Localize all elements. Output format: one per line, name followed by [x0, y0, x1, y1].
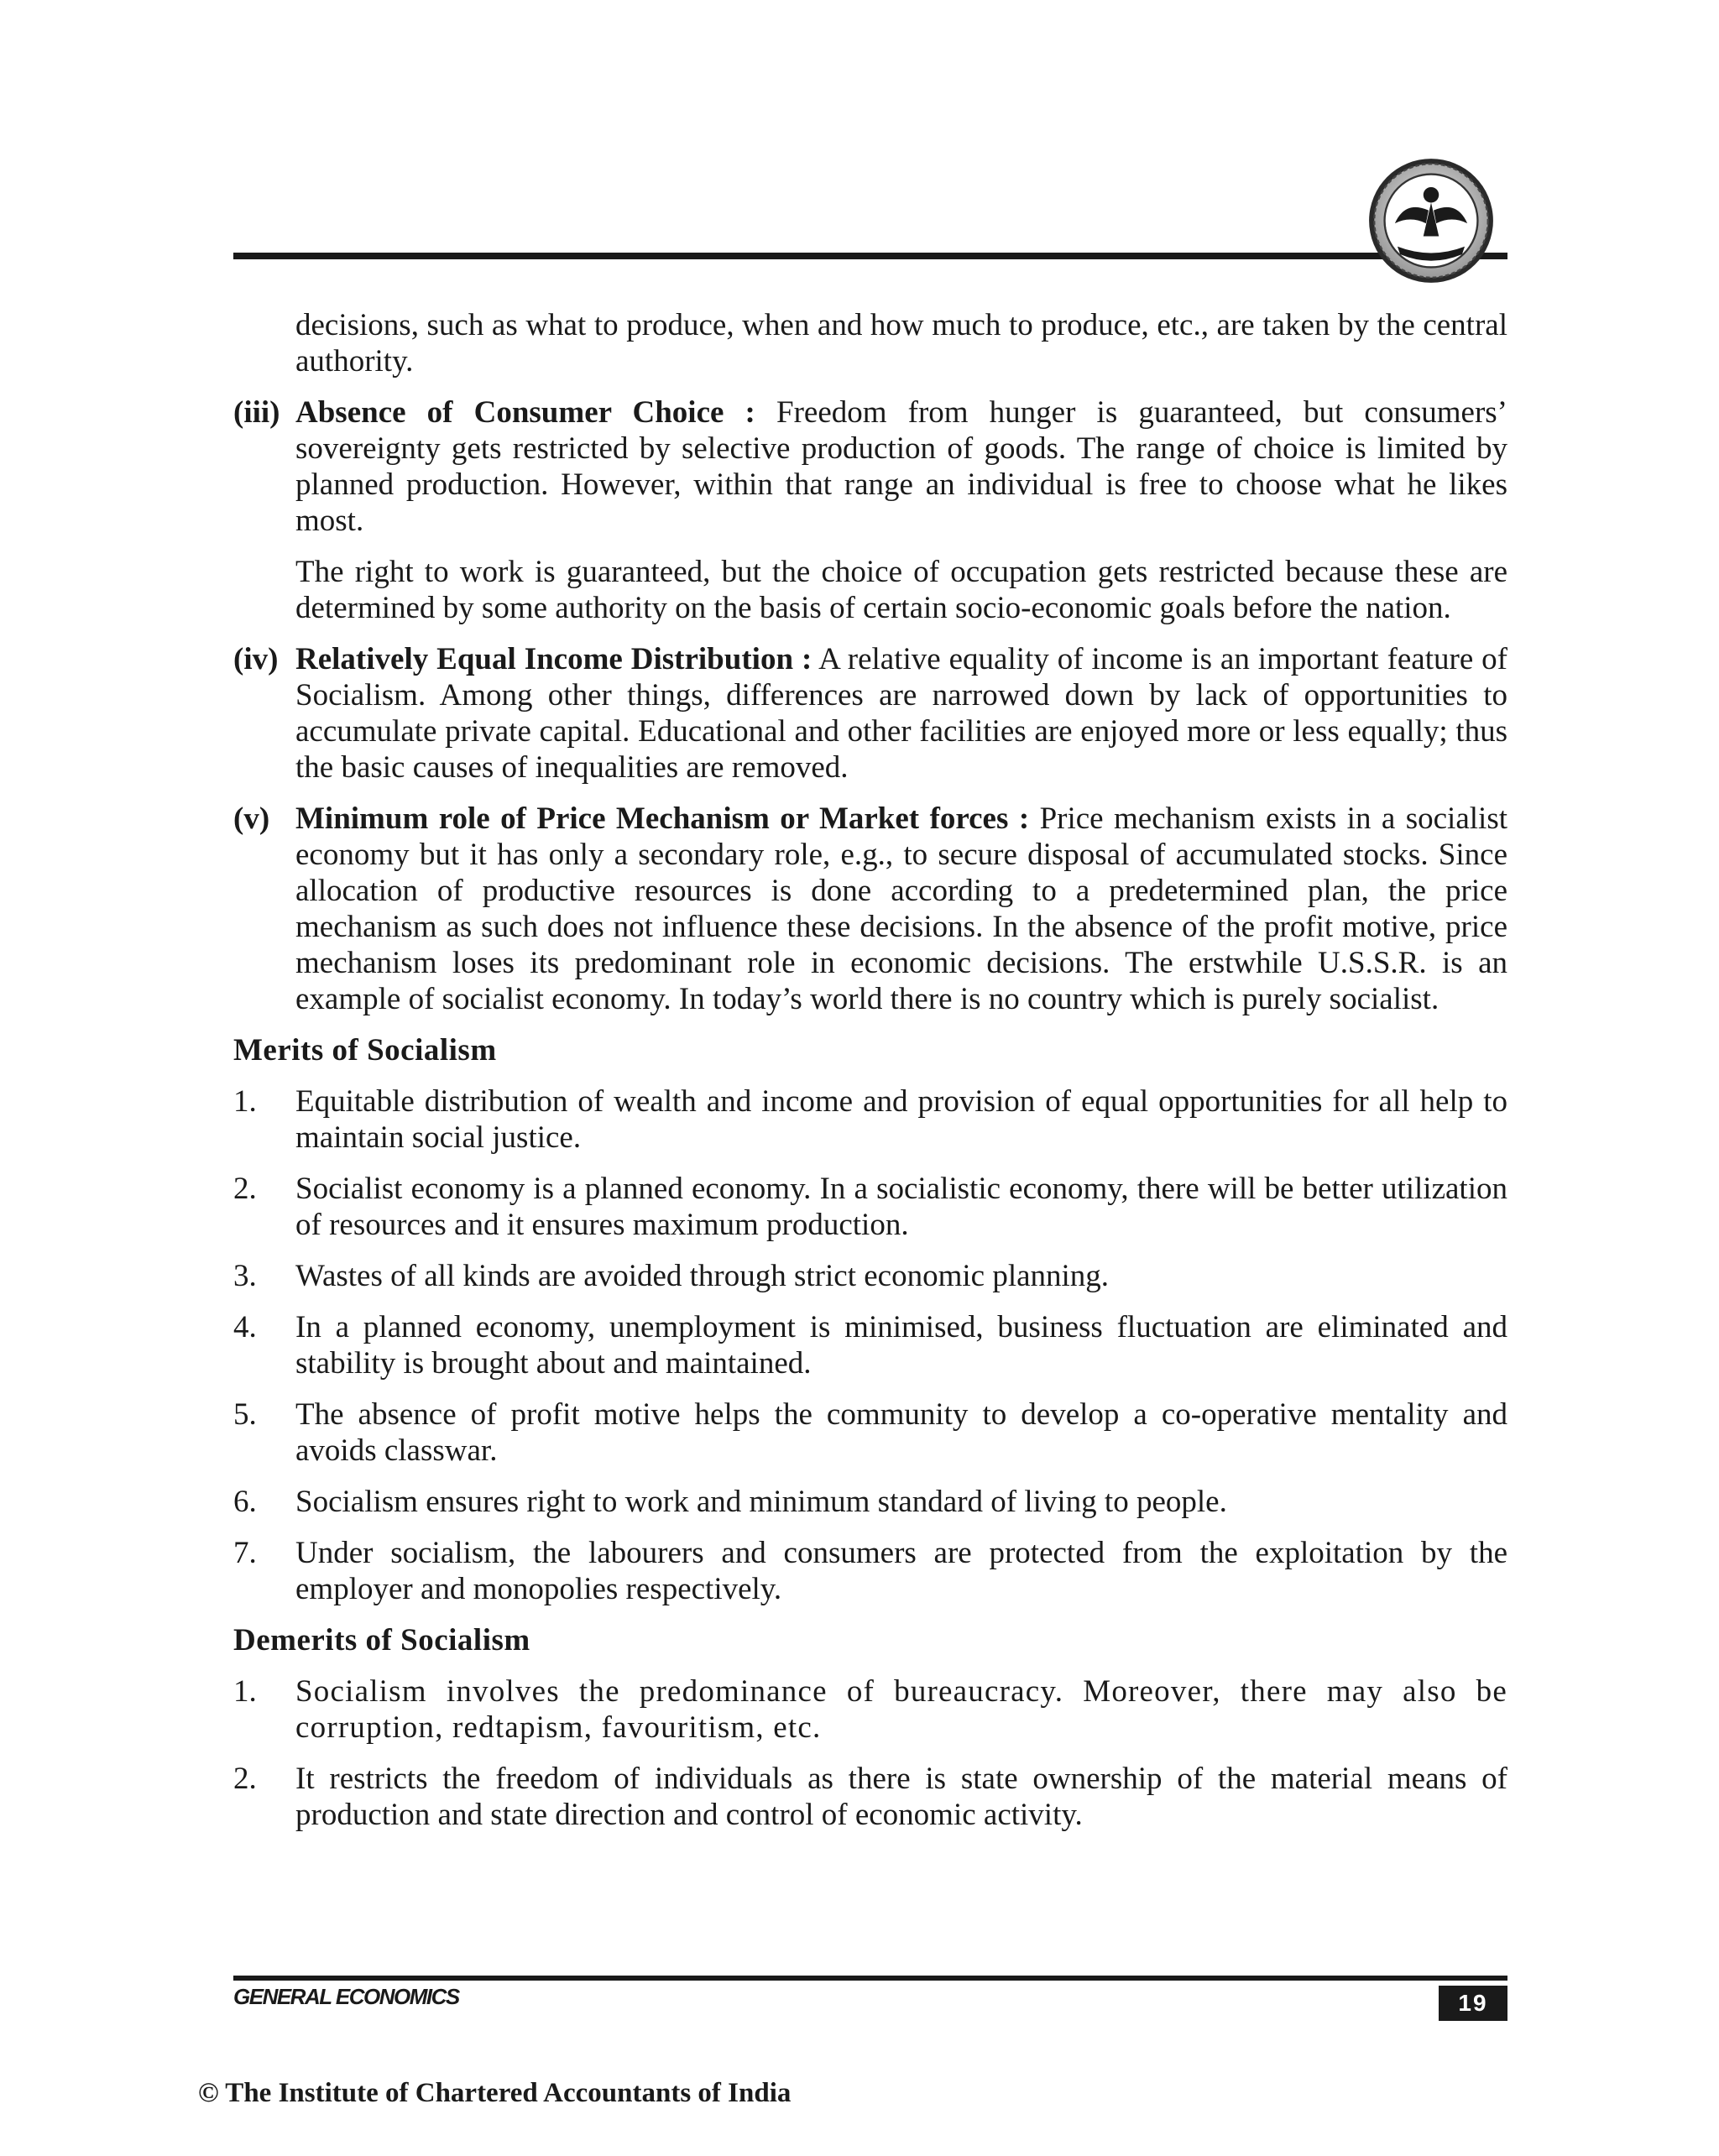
- merit-item: [233, 1535, 1507, 1607]
- merit-number: 1.: [233, 1084, 257, 1119]
- feature-item: [233, 641, 1507, 786]
- merit-number: 6.: [233, 1485, 257, 1519]
- feature-extra-paragraph: The right to work is guaranteed, but the choice of occupation gets restricted because these are determined by some authority on the basis of certain socio-economic goals before the nation.: [295, 555, 1507, 625]
- merit-item: [233, 1396, 1507, 1469]
- feature-heading: Absence of Consumer Choice :: [295, 395, 755, 430]
- merit-text: Wastes of all kinds are avoided through strict economic planning.: [295, 1259, 1110, 1293]
- merit-number: 2.: [233, 1172, 257, 1206]
- feature-text: Absence of Consumer Choice : Freedom from hunger is guaranteed, but consumers’ sovereignty gets restricted by selective production of goods. The range of choice is limited by planned production. However, within that range an individual is free to choose what he likes most.: [295, 395, 1507, 538]
- book-title: GENERAL ECONOMICS: [233, 1984, 459, 2009]
- merit-text: The absence of profit motive helps the community to develop a co-operative mentality and avoids classwar.: [295, 1397, 1507, 1468]
- copyright-notice: © The Institute of Chartered Accountants of India: [198, 2078, 792, 2108]
- feature-heading: Minimum role of Price Mechanism or Market forces :: [295, 801, 1030, 836]
- demerit-number: 2.: [233, 1762, 257, 1796]
- feature-marker: (iii): [233, 395, 280, 430]
- feature-text: Minimum role of Price Mechanism or Market forces : Price mechanism exists in a socialist economy but it has only a secondary role, e.g., to secure disposal of accumulated stocks. Since allocation of productive resources is done according to a predetermined plan, the price mechanism as such does not influence these decisions. In the absence of the profit motive, price mechanism loses its predominant role in economic decisions. The erstwhile U.S.S.R. is an example of socialist economy. In today’s world there is no country which is purely socialist.: [295, 801, 1507, 1016]
- demerit-number: 1.: [233, 1674, 257, 1709]
- merit-number: 3.: [233, 1259, 257, 1293]
- merit-number: 4.: [233, 1310, 257, 1344]
- merit-number: 5.: [233, 1397, 257, 1432]
- page-number: 19: [1439, 1986, 1507, 2021]
- merit-number: 7.: [233, 1536, 257, 1570]
- page-content: [233, 307, 1507, 1848]
- feature-marker: (iv): [233, 642, 279, 676]
- institute-emblem-icon: [1366, 156, 1496, 285]
- demerits-heading: Demerits of Socialism: [233, 1623, 530, 1657]
- footer-rule: [233, 1976, 1507, 1981]
- demerit-item: [233, 1761, 1507, 1833]
- merit-item: [233, 1171, 1507, 1243]
- demerit-item: [233, 1673, 1507, 1746]
- feature-text: Relatively Equal Income Distribution : A relative equality of income is an important feature of Socialism. Among other things, differences are narrowed down by lack of opportunities to accumulate private capital. Educational and other facilities are enjoyed more or less equally; thus the basic causes of inequalities are removed.: [295, 642, 1508, 785]
- feature-item: [233, 801, 1507, 1017]
- feature-heading: Relatively Equal Income Distribution :: [295, 642, 812, 676]
- demerit-text: Socialism involves the predominance of bureaucracy. Moreover, there may also be corruption, redtapism, favouritism, etc.: [295, 1674, 1507, 1745]
- merit-item: [233, 1083, 1507, 1156]
- merit-text: In a planned economy, unemployment is minimised, business fluctuation are eliminated and stability is brought about and maintained.: [295, 1310, 1507, 1381]
- feature-marker: (v): [233, 801, 270, 836]
- continuation-paragraph: decisions, such as what to produce, when and how much to produce, etc., are taken by the central authority.: [295, 308, 1507, 378]
- feature-item: [233, 394, 1507, 626]
- merit-item: [233, 1309, 1507, 1381]
- merit-item: [233, 1484, 1507, 1520]
- merit-text: Socialist economy is a planned economy. In a socialistic economy, there will be better utilization of resources and it ensures maximum production.: [295, 1172, 1507, 1242]
- merits-heading: Merits of Socialism: [233, 1033, 497, 1068]
- merit-text: Equitable distribution of wealth and income and provision of equal opportunities for all help to maintain social justice.: [295, 1084, 1507, 1155]
- demerit-text: It restricts the freedom of individuals as there is state ownership of the material means of production and state direction and control of economic activity.: [295, 1762, 1507, 1832]
- merit-text: Socialism ensures right to work and minimum standard of living to people.: [295, 1485, 1227, 1519]
- merit-text: Under socialism, the labourers and consumers are protected from the exploitation by the employer and monopolies respectively.: [295, 1536, 1507, 1606]
- merit-item: [233, 1258, 1507, 1294]
- header-rule: [233, 253, 1507, 259]
